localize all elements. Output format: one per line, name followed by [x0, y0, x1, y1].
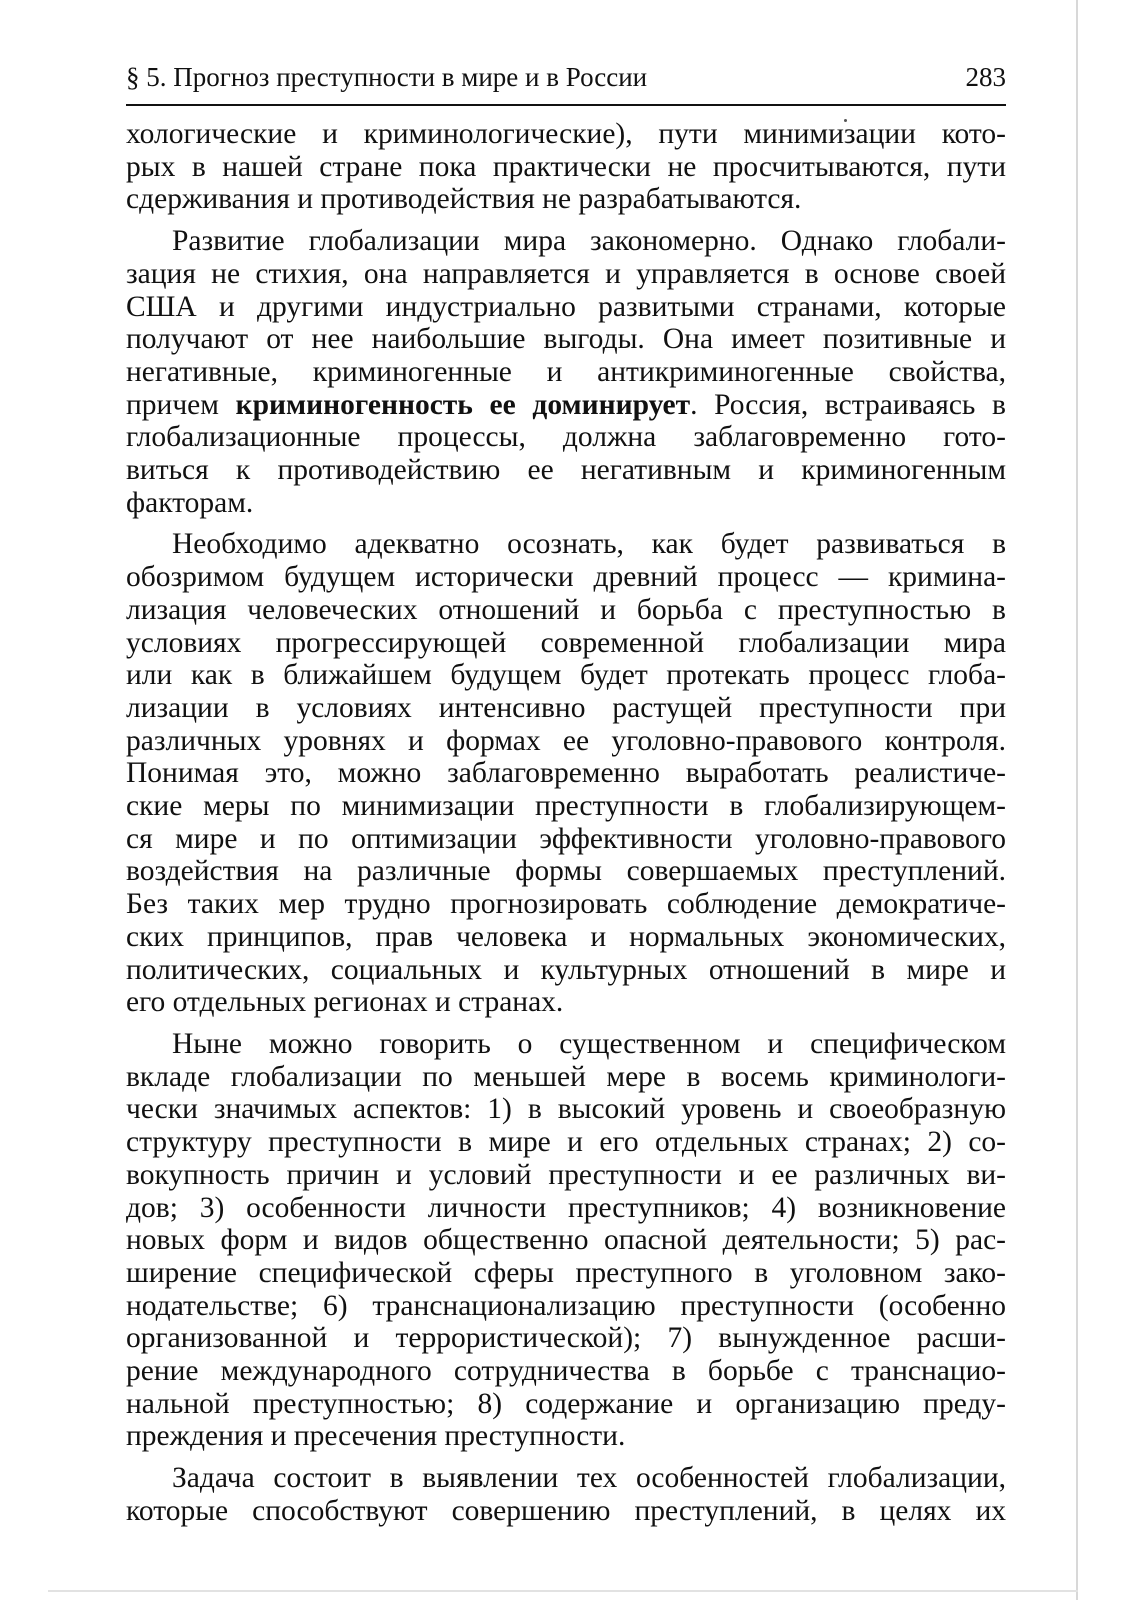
text-line: ся мире и по оптимизации эффективности уголовно-правового	[126, 822, 1006, 855]
text-line: факторам.	[126, 486, 254, 519]
text-line: или как в ближайшем будущем будет протекать процесс глоба-	[126, 659, 1006, 692]
text-run: причем	[126, 388, 236, 421]
text-line: его отдельных регионах и странах.	[126, 986, 564, 1019]
text-line: дов; 3) особенности личности преступников; 4) возникновение	[126, 1191, 1006, 1224]
text-line: нодательстве; 6) транснационализацию преступности (особенно	[126, 1289, 1006, 1322]
text-line: структуру преступности в мире и его отдельных странах; 2) со-	[126, 1126, 1006, 1159]
section-title: § 5. Прогноз преступности в мире и в России	[126, 62, 648, 92]
text-line: глобализационные процессы, должна заблаговременно гото-	[126, 421, 1006, 454]
text-line: преждения и пресечения преступности.	[126, 1420, 626, 1453]
text-line: лизации в условиях интенсивно растущей преступности при	[126, 691, 1006, 724]
text-line: рых в нашей стране пока практически не просчитываются, пути	[126, 150, 1006, 183]
text-line: США и другими индустриально развитыми странами, которые	[126, 290, 1006, 323]
text-line: Ныне можно говорить о существенном и специфическом	[172, 1027, 1006, 1060]
text-line: вокупность причин и условий преступности и ее различных ви-	[126, 1158, 1006, 1191]
page-edge-bottom	[48, 1590, 1078, 1592]
text-line: лизация человеческих отношений и борьба с преступностью в	[126, 593, 1006, 626]
paragraph-1	[126, 118, 1006, 183]
text-line: ширение специфической сферы преступного в уголовном зако-	[126, 1256, 1006, 1289]
text-line: условиях прогрессирующей современной глобализации мира	[126, 626, 1006, 659]
text-line: новых форм и видов общественно опасной деятельности; 5) рас-	[126, 1224, 1006, 1257]
text-line: рение международного сотрудничества в борьбе с транснацио-	[126, 1355, 1006, 1388]
text-line: Без таких мер трудно прогнозировать соблюдение демократиче-	[126, 888, 1006, 921]
text-line: ских принципов, прав человека и нормальных экономических,	[126, 920, 1006, 953]
text-line: которые способствуют совершению преступлений, в целях их	[126, 1494, 1006, 1527]
text-line: чески значимых аспектов: 1) в высокий уровень и своеобразную	[126, 1093, 1006, 1126]
text-line	[126, 389, 1006, 421]
paragraph-2	[126, 225, 1006, 487]
page-number: 283	[965, 62, 1006, 92]
page-edge-right	[1076, 0, 1078, 1600]
text-line: вкладе глобализации по меньшей мере в восемь криминологи-	[126, 1060, 1006, 1093]
text-line: получают от нее наибольшие выгоды. Она имеет позитивные и	[126, 323, 1006, 356]
paragraph-1-end	[126, 183, 1006, 216]
paragraph-3-end	[126, 986, 1006, 1019]
text-run: . Россия, встраиваясь в	[690, 388, 1006, 421]
paragraph-3	[126, 528, 1006, 986]
text-line: сдерживания и противодействия не разрабатываются.	[126, 183, 802, 216]
text-line: политических, социальных и культурных отношений в мире и	[126, 953, 1006, 986]
text-line: различных уровнях и формах ее уголовно-правового контроля.	[126, 724, 1006, 757]
text-line: нальной преступностью; 8) содержание и организацию преду-	[126, 1387, 1006, 1420]
text-line: негативные, криминогенные и антикриминогенные свойства,	[126, 355, 1006, 388]
text-line: ские меры по минимизации преступности в глобализирующем-	[126, 790, 1006, 823]
paragraph-4-end	[126, 1420, 1006, 1453]
text-line: Необходимо адекватно осознать, как будет развиваться в	[172, 528, 1006, 561]
text-line: виться к противодействию ее негативным и криминогенным	[126, 454, 1006, 487]
emphasized-phrase: криминогенность ее доминирует	[235, 388, 691, 421]
paragraph-5	[126, 1462, 1006, 1527]
body-text	[126, 118, 1006, 1528]
text-line: Развитие глобализации мира закономерно. Однако глобали-	[172, 225, 1006, 258]
paragraph-2-end	[126, 487, 1006, 520]
text-line: воздействия на различные формы совершаемых преступлений.	[126, 855, 1006, 888]
text-line: зация не стихия, она направляется и управляется в основе своей	[126, 257, 1006, 290]
text-line: Понимая это, можно заблаговременно выработать реалистиче-	[126, 757, 1006, 790]
text-line: Задача состоит в выявлении тех особенностей глобализации,	[172, 1462, 1006, 1495]
text-line: хологические и криминологические), пути минимизации кото-	[126, 118, 1006, 150]
text-line: обозримом будущем исторически древний процесс — кримина-	[126, 561, 1006, 594]
text-line: организованной и террористической); 7) вынужденное расши-	[126, 1322, 1006, 1355]
running-head	[126, 60, 1006, 106]
paragraph-4	[126, 1028, 1006, 1420]
